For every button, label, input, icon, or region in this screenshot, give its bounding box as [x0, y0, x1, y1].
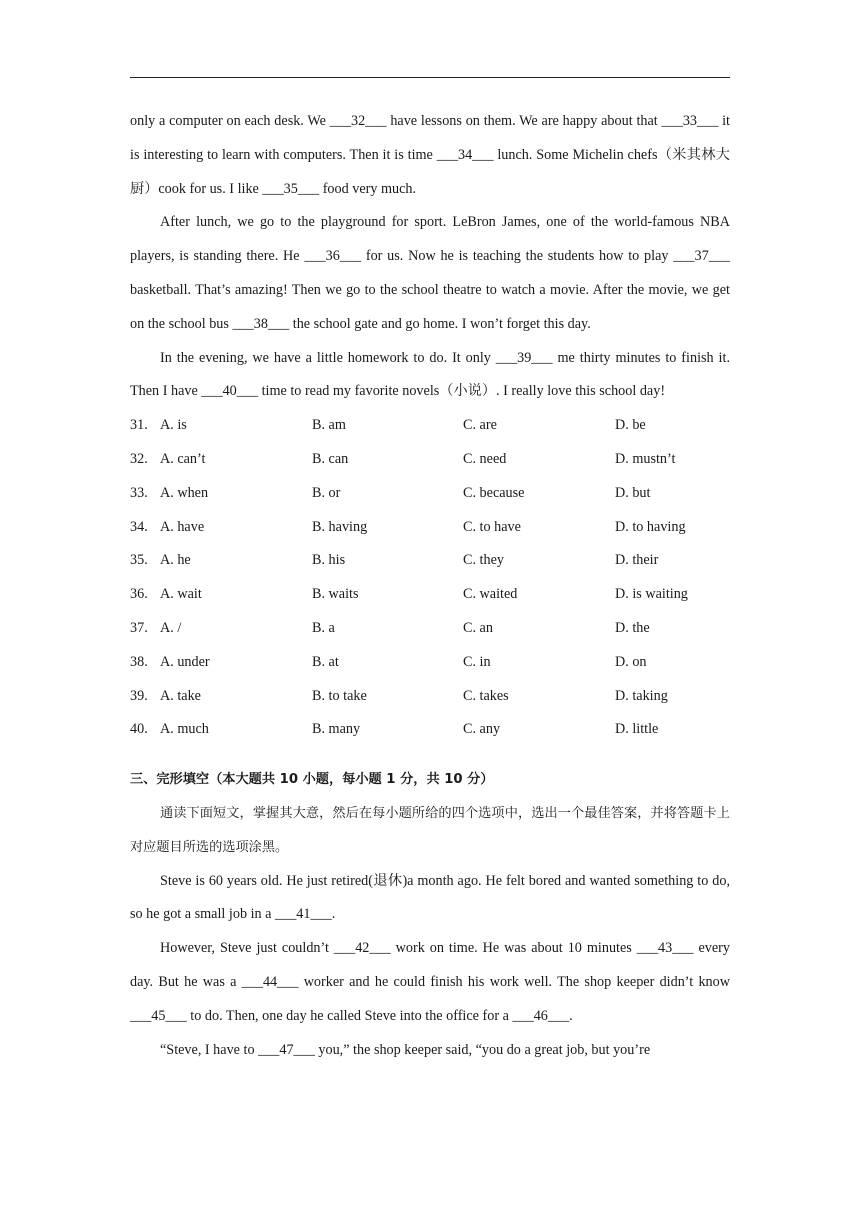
option-a: A. have	[160, 518, 205, 535]
option-c: C. are	[463, 417, 497, 434]
question-number: 36.	[130, 586, 148, 603]
option-row	[130, 511, 730, 545]
option-d: D. is waiting	[615, 586, 688, 603]
option-d: D. little	[615, 721, 659, 738]
option-b: B. having	[312, 518, 368, 535]
question-number: 35.	[130, 552, 148, 569]
question-number: 32.	[130, 450, 148, 467]
document-page	[130, 105, 730, 1067]
option-c: C. any	[463, 721, 501, 738]
option-row	[130, 477, 730, 511]
options-list	[130, 409, 730, 747]
option-c: C. need	[463, 450, 507, 467]
option-b: B. at	[312, 653, 339, 670]
question-number: 34.	[130, 518, 148, 535]
option-c: C. to have	[463, 518, 521, 535]
option-d: D. to having	[615, 518, 686, 535]
option-b: B. to take	[312, 687, 367, 704]
option-row	[130, 578, 730, 612]
option-b: B. many	[312, 721, 361, 738]
header-rule	[130, 77, 730, 78]
option-d: D. the	[615, 619, 650, 636]
option-c: C. in	[463, 653, 491, 670]
section-title: 三、完形填空（本大题共 10 小题，每小题 1 分，共 10 分）	[130, 772, 494, 788]
option-a: A. take	[160, 687, 201, 704]
option-a: A. is	[160, 417, 187, 434]
option-row	[130, 544, 730, 578]
passage-paragraph: Steve is 60 years old. He just retired(退休)a month ago. He felt bored and wanted something to do, so he got a small job in a ___41___.	[130, 872, 730, 923]
passage-paragraph: only a computer on each desk. We ___32___ have lessons on them. We are happy about that ___33___ it is interesting to learn with computers. Then it is time ___34___ lunch. Some Michelin chefs（米其林大厨）cook for us. I like ___35___ food very much.	[130, 113, 730, 197]
question-number: 31.	[130, 417, 148, 434]
option-row	[130, 646, 730, 680]
option-c: C. they	[463, 552, 504, 569]
option-b: B. his	[312, 552, 346, 569]
passage-paragraph: “Steve, I have to ___47___ you,” the shop keeper said, “you do a great job, but you’re	[160, 1041, 651, 1058]
option-a: A. he	[160, 552, 191, 569]
option-d: D. their	[615, 552, 659, 569]
option-a: A. can’t	[160, 450, 206, 467]
option-row	[130, 409, 730, 443]
option-d: D. on	[615, 653, 647, 670]
option-c: C. takes	[463, 687, 509, 704]
passage-paragraph: In the evening, we have a little homework to do. It only ___39___ me thirty minutes to finish it. Then I have ___40___ time to read my favorite novels（小说）. I really love this school day!	[130, 349, 730, 400]
option-a: A. when	[160, 484, 209, 501]
option-row	[130, 680, 730, 714]
passage-paragraph: However, Steve just couldn’t ___42___ work on time. He was about 10 minutes ___43___ every day. But he was a ___44___ worker and he could finish his work well. The shop keeper didn’t know ___45___ to do. Then, one day he called Steve into the office for a ___46___.	[130, 940, 730, 1024]
option-row	[130, 612, 730, 646]
option-c: C. because	[463, 484, 525, 501]
option-a: A. much	[160, 721, 209, 738]
option-a: A. wait	[160, 586, 202, 603]
question-number: 37.	[130, 619, 148, 636]
option-row	[130, 713, 730, 747]
question-number: 39.	[130, 687, 148, 704]
passage-paragraph: After lunch, we go to the playground for sport. LeBron James, one of the world-famous NBA players, is standing there. He ___36___ for us. Now he is teaching the students how to play ___37___ basketball. That’s amazing! Then we go to the school theatre to watch a movie. After the movie, we get on the school bus ___38___ the school gate and go home. I won’t forget this day.	[130, 214, 730, 332]
question-number: 40.	[130, 721, 148, 738]
option-d: D. mustn’t	[615, 450, 676, 467]
option-row	[130, 443, 730, 477]
option-b: B. or	[312, 484, 341, 501]
question-number: 38.	[130, 653, 148, 670]
option-b: B. can	[312, 450, 349, 467]
option-b: B. am	[312, 417, 346, 434]
option-b: B. a	[312, 619, 335, 636]
option-c: C. waited	[463, 586, 518, 603]
option-d: D. be	[615, 417, 646, 434]
option-c: C. an	[463, 619, 493, 636]
instructions-paragraph: 通读下面短文，掌握其大意，然后在每小题所给的四个选项中，选出一个最佳答案，并将答题卡上对应题目所选的选项涂黑。	[130, 805, 730, 855]
option-d: D. but	[615, 484, 651, 501]
option-b: B. waits	[312, 586, 359, 603]
option-a: A. under	[160, 653, 210, 670]
question-number: 33.	[130, 484, 148, 501]
option-d: D. taking	[615, 687, 668, 704]
option-a: A. /	[160, 619, 182, 636]
